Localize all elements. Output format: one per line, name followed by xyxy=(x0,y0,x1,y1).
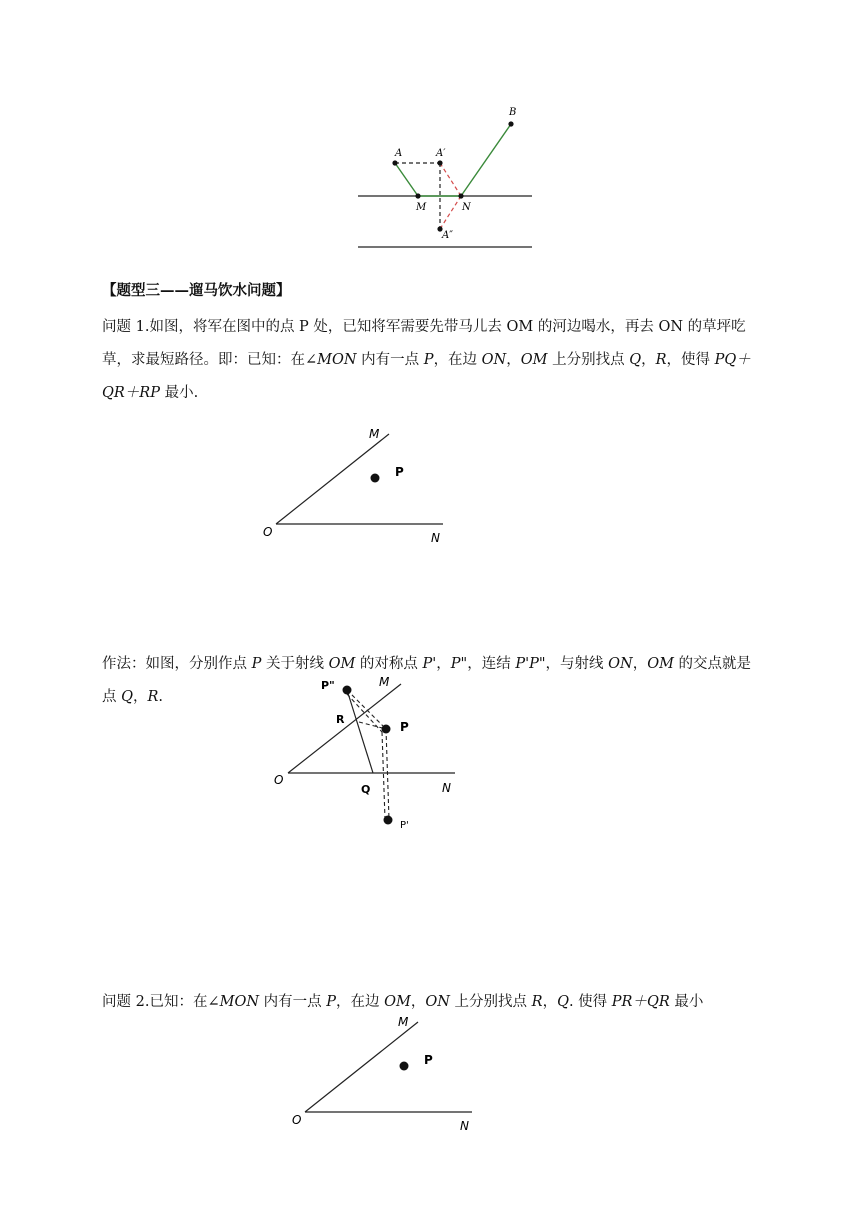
label-n: N xyxy=(442,781,451,795)
segment-n-b xyxy=(461,124,511,196)
p2-t4: 上分别找点 xyxy=(449,994,532,1010)
p1-expr: PQ＋QR＋RP xyxy=(102,352,751,401)
label-n: N xyxy=(431,531,440,545)
m-on: ON xyxy=(608,656,633,672)
p2-r: R xyxy=(531,994,543,1010)
m-r: R xyxy=(147,689,159,705)
m-t0: 作法：如图，分别作点 xyxy=(102,656,252,672)
point-p xyxy=(371,474,380,483)
label-p: P xyxy=(395,465,404,479)
figure-construction xyxy=(270,672,470,832)
m-t4: ，连结 xyxy=(467,656,516,672)
p2-mon: MON xyxy=(219,994,260,1010)
label-r: R xyxy=(336,713,345,726)
p2-on: ON xyxy=(425,994,450,1010)
point-aprime xyxy=(437,160,442,165)
figure-angle-mon-1 xyxy=(255,420,455,550)
p2-t6: . 使得 xyxy=(568,994,612,1010)
segment-a-m xyxy=(395,163,418,196)
label-o: O xyxy=(263,525,273,539)
label-m: M xyxy=(379,675,390,689)
p1-t5: ， xyxy=(641,352,656,368)
p1-t3: ， xyxy=(506,352,521,368)
section-heading: 【题型三——遛马饮水问题】 xyxy=(102,282,291,299)
point-b xyxy=(508,121,513,126)
p1-prefix: 问题 1.如图，将军在图中的点 P 处，已知将军需要先带马儿去 OM 的河边喝水，再去 ON 的草坪吃草，求最短路径。即：已知：在∠ xyxy=(102,319,746,368)
m-t3: ， xyxy=(436,656,451,672)
label-m: M xyxy=(369,427,380,441)
m-pp: P'P" xyxy=(515,656,546,672)
point-a xyxy=(392,160,397,165)
p1-t1: 内有一点 xyxy=(356,352,424,368)
m-q: Q xyxy=(121,689,133,705)
point-p-prime xyxy=(384,816,393,825)
dashed-p-pp-2 xyxy=(382,732,385,819)
m-t2: 的对称点 xyxy=(355,656,423,672)
label-p-double-prime: P" xyxy=(321,679,335,692)
p2-t2: ，在边 xyxy=(336,994,385,1010)
p2-t7: 最小 xyxy=(669,994,704,1010)
label-adprime: A″ xyxy=(442,230,453,241)
point-p xyxy=(400,1062,409,1071)
label-n: N xyxy=(460,1119,469,1133)
m-p1: P' xyxy=(422,656,437,672)
m-om2: OM xyxy=(647,656,674,672)
label-o: O xyxy=(274,773,284,787)
point-n xyxy=(458,193,463,198)
p2-om: OM xyxy=(384,994,411,1010)
m-p2: P" xyxy=(450,656,468,672)
label-aprime: A′ xyxy=(436,148,446,159)
m-om: OM xyxy=(328,656,356,672)
red-dashed-aprime-n xyxy=(440,163,461,196)
label-n: N xyxy=(462,202,471,213)
m-t9: . xyxy=(158,689,164,705)
point-p xyxy=(382,725,391,734)
label-p-prime: P' xyxy=(400,820,409,831)
m-p: P xyxy=(251,656,262,672)
label-m: M xyxy=(398,1015,409,1029)
p1-suffix: 最小. xyxy=(159,385,199,401)
p2-t3: ， xyxy=(410,994,426,1010)
p1-t2: ，在边 xyxy=(433,352,482,368)
p1-p: P xyxy=(423,352,434,368)
p1-om: OM xyxy=(520,352,548,368)
label-b: B xyxy=(509,107,517,118)
m-t8: ， xyxy=(133,689,148,705)
m-t5: ，与射线 xyxy=(545,656,609,672)
p2-t0: 问题 2.已知：在∠ xyxy=(102,994,220,1010)
p1-t6: ，使得 xyxy=(666,352,715,368)
p2-p: P xyxy=(326,994,336,1010)
red-dashed-n-adprime xyxy=(440,196,461,229)
m-t6: ， xyxy=(632,656,648,672)
p1-q: Q xyxy=(629,352,642,368)
p1-r: R xyxy=(655,352,667,368)
dashed-p-pp-1 xyxy=(386,729,389,819)
p1-mon: MON xyxy=(317,352,357,368)
label-m: M xyxy=(416,202,427,213)
figure-river-reflection xyxy=(350,100,540,252)
p2-expr: PR＋QR xyxy=(611,994,670,1010)
point-m xyxy=(415,193,420,198)
label-p: P xyxy=(424,1053,433,1067)
m-t1: 关于射线 xyxy=(261,656,329,672)
p1-t4: 上分别找点 xyxy=(547,352,630,368)
label-a: A xyxy=(395,148,403,159)
problem-1-text xyxy=(102,311,762,410)
label-o: O xyxy=(292,1113,302,1127)
label-p: P xyxy=(400,720,409,734)
m-t7: 的交点就是点 xyxy=(102,656,752,705)
p2-t5: ， xyxy=(542,994,558,1010)
p2-q: Q xyxy=(557,994,569,1010)
figure-angle-mon-2 xyxy=(284,1008,484,1138)
label-q: Q xyxy=(361,783,371,796)
point-p-double-prime xyxy=(343,686,352,695)
p2-t1: 内有一点 xyxy=(259,994,327,1010)
p1-on: ON xyxy=(481,352,507,368)
